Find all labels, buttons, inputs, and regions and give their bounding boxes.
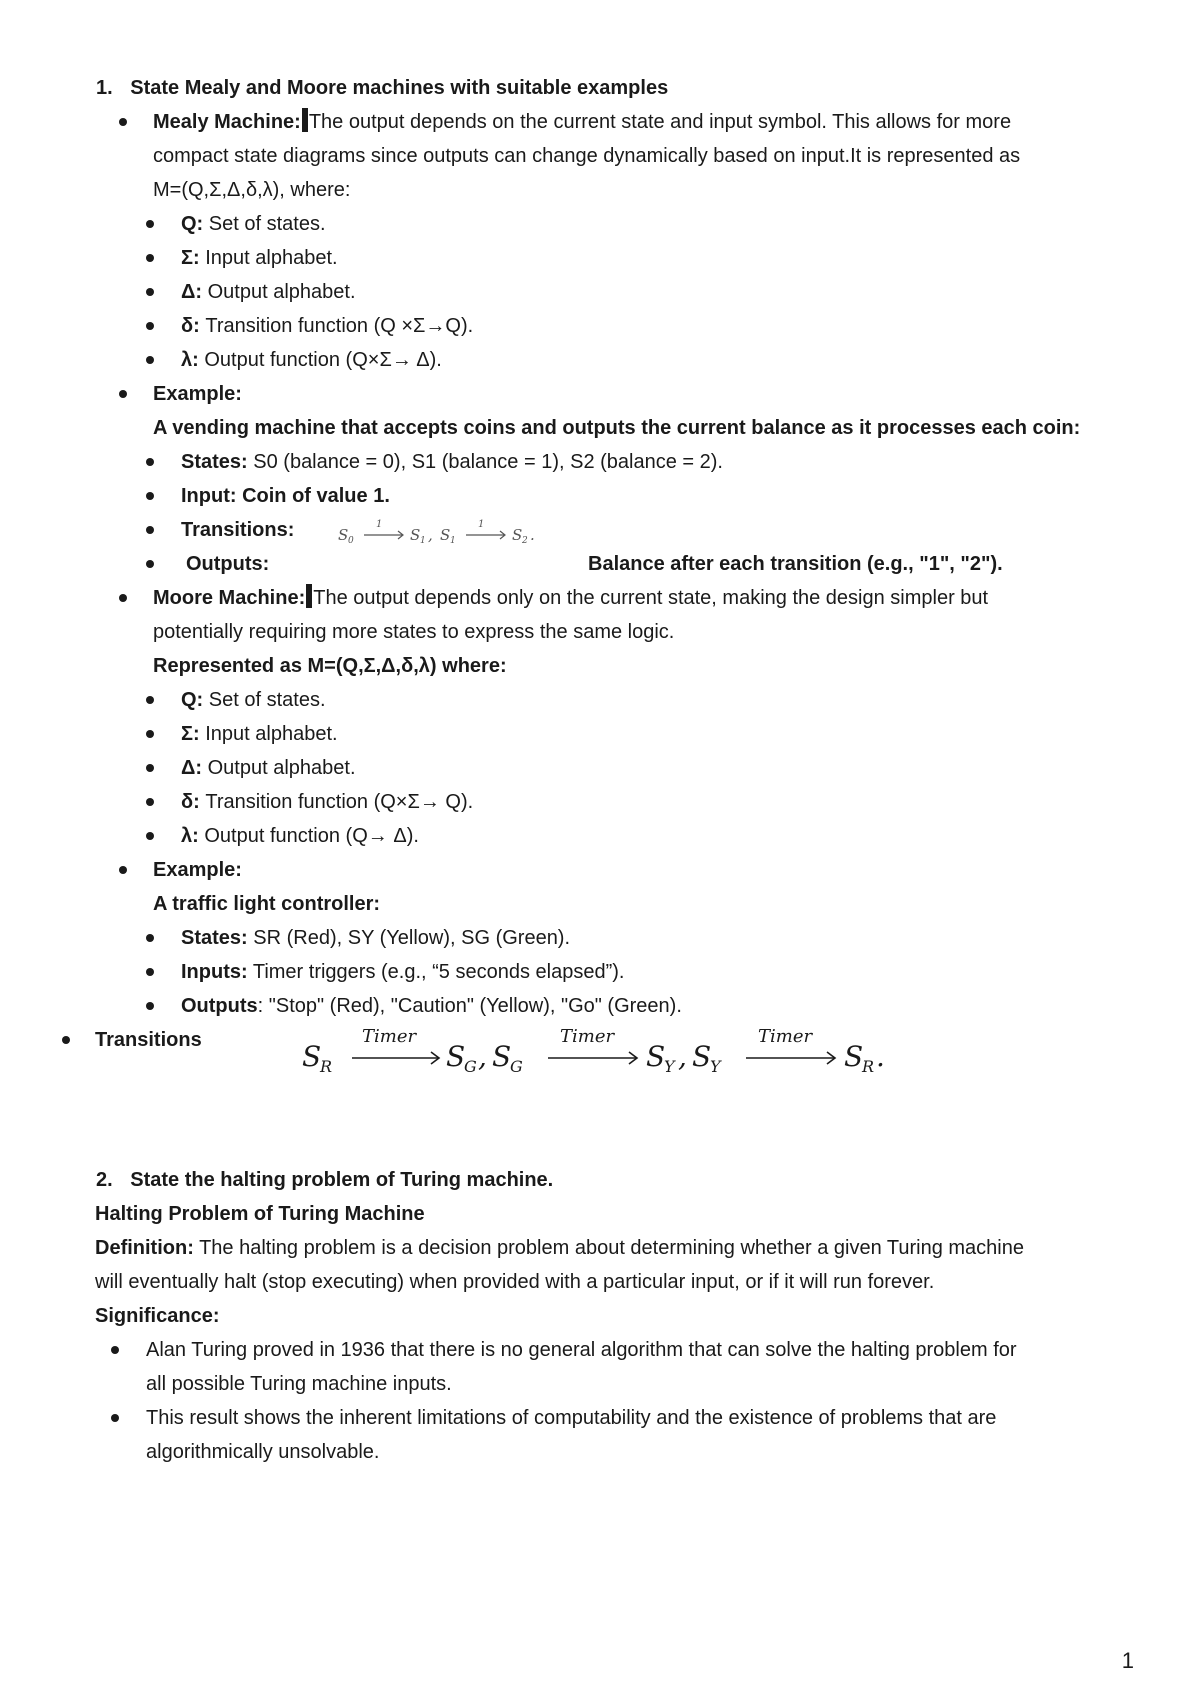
- mealy-item: [181, 343, 442, 377]
- definition-text-2: will eventually halt (stop executing) when provided with a particular input, or if it will run forever.: [95, 1271, 935, 1293]
- inputs-value: Timer triggers (e.g., “5 seconds elapsed”).: [247, 961, 625, 983]
- bullet-icon: [111, 1346, 119, 1354]
- significance-bullet-1-line-2: all possible Turing machine inputs.: [146, 1373, 452, 1395]
- outputs-value: : "Stop" (Red), "Caution" (Yellow), "Go" (Green).: [257, 995, 682, 1017]
- mealy-item-key: Q:: [181, 213, 204, 235]
- state-sr2: S: [844, 1040, 864, 1073]
- states-key: States:: [181, 451, 248, 473]
- bullet-icon: [146, 764, 154, 772]
- bullet-icon: [146, 356, 154, 364]
- mealy-item-value: Output function (Q×Σ→ Δ).: [198, 349, 442, 371]
- moore-item-value: Output alphabet.: [202, 757, 356, 779]
- significance-bullet-2-line-2: algorithmically unsolvable.: [146, 1441, 380, 1463]
- mealy-outputs-label: Outputs:: [186, 553, 270, 575]
- mealy-example-states: [181, 445, 723, 479]
- state-sg-sub: G: [464, 1057, 477, 1076]
- mealy-item-key: Δ:: [181, 281, 203, 303]
- state-s0: S: [338, 526, 349, 544]
- state-sy: S: [646, 1040, 666, 1073]
- state-s2-sub: 2: [522, 536, 528, 546]
- moore-item: [181, 683, 326, 717]
- states-value: S0 (balance = 0), S1 (balance = 1), S2 (balance = 2).: [247, 451, 723, 473]
- state-s1: S: [410, 526, 421, 544]
- mealy-item-key: δ:: [181, 315, 200, 337]
- states-key: States:: [181, 927, 248, 949]
- timer-label-1: Timer: [362, 1026, 417, 1047]
- moore-example-desc: A traffic light controller:: [153, 893, 381, 915]
- moore-item-value: Transition function (Q×Σ→ Q).: [199, 791, 474, 813]
- bullet-icon: [146, 696, 154, 704]
- traffic-transition-formula: [300, 1022, 900, 1082]
- mealy-item: [181, 241, 338, 275]
- vending-transition-formula: [336, 516, 576, 546]
- state-sy-sub: Y: [664, 1057, 675, 1076]
- state-s1b: S: [440, 526, 451, 544]
- bullet-icon: [146, 526, 154, 534]
- moore-item-value: Output function (Q→ Δ).: [198, 825, 419, 847]
- q1-heading-number: 1.: [96, 77, 113, 99]
- mealy-item-key: λ:: [181, 349, 199, 371]
- moore-example-label: Example:: [153, 859, 242, 881]
- bullet-icon: [146, 492, 154, 500]
- state-s1-sub: 1: [420, 536, 426, 546]
- bullet-icon: [119, 866, 127, 874]
- moore-item-key: Δ:: [181, 757, 203, 779]
- bullet-icon: [146, 254, 154, 262]
- significance-label: Significance:: [95, 1305, 220, 1327]
- mealy-desc-1: The output depends on the current state and input symbol. This allows for more: [308, 111, 1012, 133]
- moore-item-key: δ:: [181, 791, 200, 813]
- mealy-desc-2: compact state diagrams since outputs can change dynamically based on input.It is represented as: [153, 145, 1021, 167]
- moore-item: [181, 717, 338, 751]
- mealy-example-input: Input: Coin of value 1.: [181, 485, 390, 507]
- comma: ,: [678, 1040, 687, 1073]
- q2-heading-text: State the halting problem of Turing machine.: [130, 1169, 554, 1191]
- mealy-item: [181, 207, 326, 241]
- mealy-example-label: Example:: [153, 383, 242, 405]
- arrow-label-1: 1: [376, 519, 383, 530]
- q1-heading-text: State Mealy and Moore machines with suitable examples: [130, 77, 669, 99]
- state-sg: S: [446, 1040, 466, 1073]
- state-sr2-sub: R: [862, 1057, 875, 1076]
- bullet-icon: [119, 594, 127, 602]
- definition-text-1: The halting problem is a decision problem about determining whether a given Turing machine: [193, 1237, 1024, 1259]
- timer-label-3: Timer: [758, 1026, 813, 1047]
- moore-transitions-label: Transitions: [95, 1029, 202, 1051]
- moore-desc-1: The output depends only on the current state, making the design simpler but: [313, 587, 989, 609]
- bullet-icon: [146, 220, 154, 228]
- bullet-icon: [119, 118, 127, 126]
- bullet-icon: [146, 934, 154, 942]
- mealy-item: [181, 275, 356, 309]
- moore-desc-2: potentially requiring more states to express the same logic.: [153, 621, 675, 643]
- moore-item: [181, 751, 356, 785]
- text-cursor-icon: [306, 584, 312, 608]
- period: .: [530, 526, 535, 544]
- q1-heading: [96, 71, 668, 105]
- mealy-transitions-label: Transitions:: [181, 519, 295, 541]
- state-sr: S: [302, 1040, 322, 1073]
- moore-desc-3: Represented as M=(Q,Σ,Δ,δ,λ) where:: [153, 655, 507, 677]
- q2-heading-number: 2.: [96, 1169, 113, 1191]
- q2-subtitle: Halting Problem of Turing Machine: [95, 1203, 425, 1225]
- moore-example-states: [181, 921, 570, 955]
- moore-item: [181, 819, 419, 853]
- mealy-outputs-value: Balance after each transition (e.g., "1", "2").: [588, 553, 1003, 575]
- mealy-item-value: Output alphabet.: [202, 281, 356, 303]
- bullet-icon: [146, 832, 154, 840]
- moore-item-key: Q:: [181, 689, 204, 711]
- moore-item: [181, 785, 473, 819]
- state-sy2-sub: Y: [710, 1057, 721, 1076]
- mealy-label: Mealy Machine:: [153, 111, 301, 133]
- significance-bullet-2-line-1: This result shows the inherent limitations of computability and the existence of problems that are: [146, 1407, 997, 1429]
- moore-example-inputs: [181, 955, 624, 989]
- bullet-icon: [146, 288, 154, 296]
- timer-label-2: Timer: [560, 1026, 615, 1047]
- q2-heading: [96, 1163, 553, 1197]
- state-sg2-sub: G: [510, 1057, 523, 1076]
- bullet-icon: [146, 730, 154, 738]
- significance-bullet-1-line-1: Alan Turing proved in 1936 that there is no general algorithm that can solve the halting problem for: [146, 1339, 1017, 1361]
- moore-item-value: Set of states.: [203, 689, 326, 711]
- page-number: 1: [1121, 1648, 1134, 1673]
- q2-definition: [95, 1231, 1024, 1265]
- states-value: SR (Red), SY (Yellow), SG (Green).: [247, 927, 571, 949]
- state-sy2: S: [692, 1040, 712, 1073]
- mealy-item: [181, 309, 473, 343]
- state-sr-sub: R: [320, 1057, 333, 1076]
- moore-line-1: [153, 581, 988, 615]
- bullet-icon: [146, 458, 154, 466]
- bullet-icon: [146, 322, 154, 330]
- comma: ,: [478, 1040, 487, 1073]
- bullet-icon: [146, 1002, 154, 1010]
- bullet-icon: [111, 1414, 119, 1422]
- period: .: [876, 1040, 885, 1073]
- moore-item-key: Σ:: [181, 723, 200, 745]
- arrow-label-2: 1: [478, 519, 485, 530]
- text-cursor-icon: [302, 108, 308, 132]
- bullet-icon: [119, 390, 127, 398]
- mealy-line-1: [153, 105, 1011, 139]
- state-s1b-sub: 1: [450, 536, 456, 546]
- moore-item-value: Input alphabet.: [199, 723, 338, 745]
- bullet-icon: [146, 560, 154, 568]
- moore-item-key: λ:: [181, 825, 199, 847]
- mealy-desc-3: M=(Q,Σ,Δ,δ,λ), where:: [153, 179, 351, 201]
- moore-label: Moore Machine:: [153, 587, 306, 609]
- moore-example-outputs: [181, 989, 682, 1023]
- bullet-icon: [146, 798, 154, 806]
- bullet-icon: [62, 1036, 70, 1044]
- outputs-key: Outputs: [181, 995, 258, 1017]
- mealy-item-value: Set of states.: [203, 213, 326, 235]
- mealy-item-key: Σ:: [181, 247, 200, 269]
- comma: ,: [428, 526, 433, 544]
- inputs-key: Inputs:: [181, 961, 248, 983]
- mealy-example-desc: A vending machine that accepts coins and outputs the current balance as it processes each coin:: [153, 417, 1081, 439]
- mealy-item-value: Input alphabet.: [199, 247, 338, 269]
- definition-label: Definition:: [95, 1237, 194, 1259]
- state-s2: S: [512, 526, 523, 544]
- bullet-icon: [146, 968, 154, 976]
- mealy-item-value: Transition function (Q ×Σ→Q).: [199, 315, 474, 337]
- state-sg2: S: [492, 1040, 512, 1073]
- state-s0-sub: 0: [348, 536, 354, 546]
